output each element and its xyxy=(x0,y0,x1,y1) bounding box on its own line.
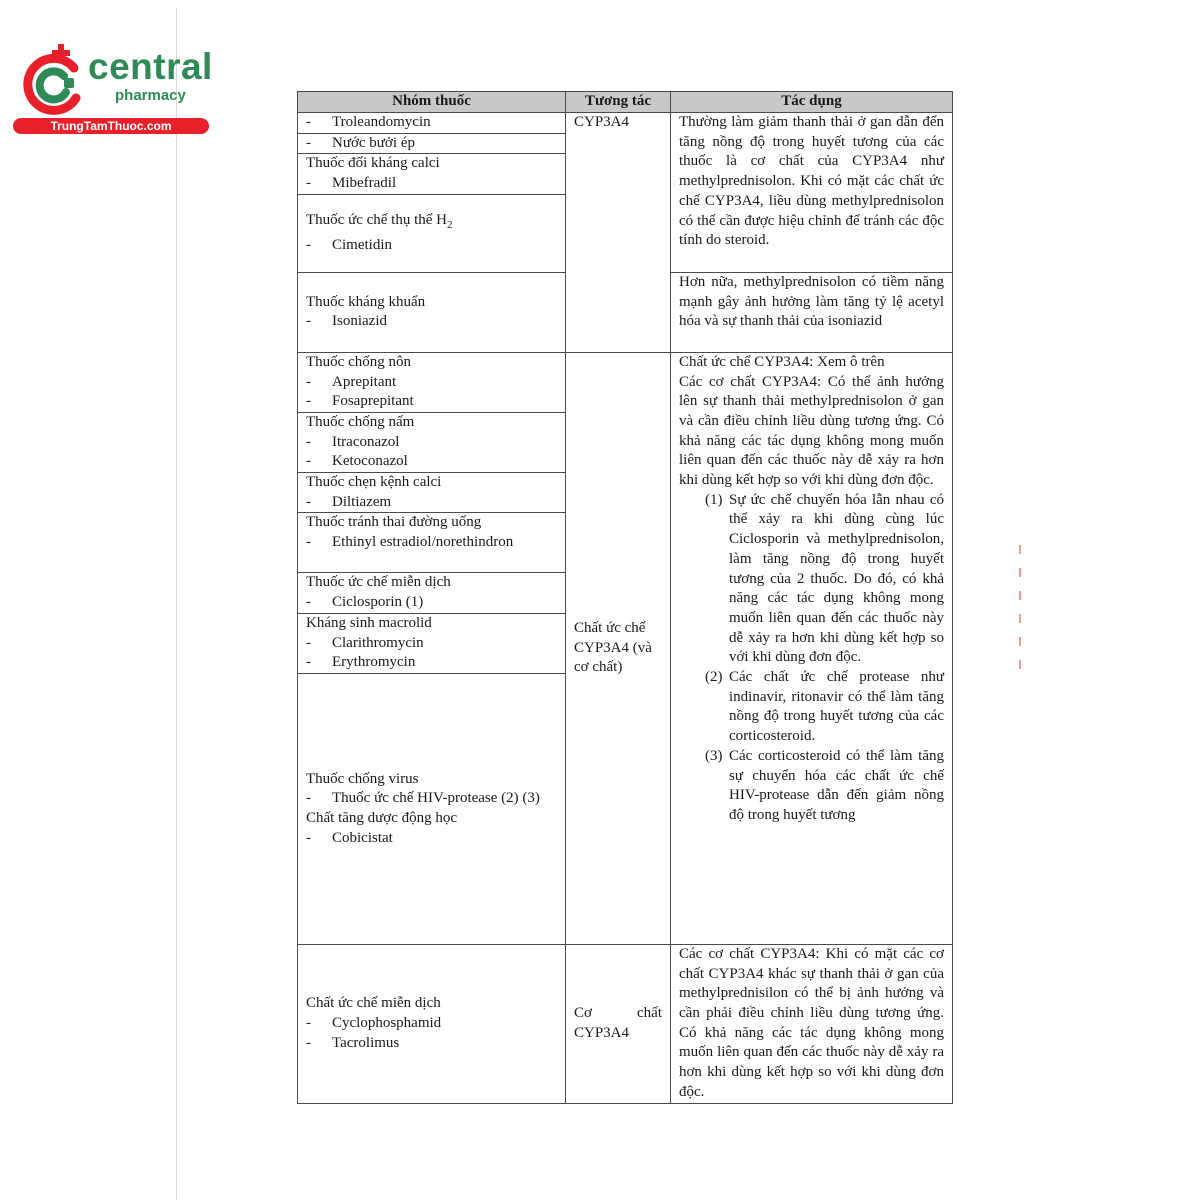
drug-clarithromycin: - Clarithromycin xyxy=(306,634,557,654)
interaction-cell: CYP3A4 xyxy=(566,113,671,353)
drug-ketoconazol: - Ketoconazol xyxy=(306,452,557,472)
drug-hiv-protease-inhibitor: - Thuốc ức chế HIV-protease (2) (3) xyxy=(306,789,557,809)
page-edge xyxy=(176,8,177,1200)
group-pk-enhancer: Chất tăng dược động học xyxy=(306,809,458,826)
group-calcium-channel-blocker: Thuốc chẹn kệnh calci xyxy=(306,474,442,491)
effect-cell: Thường làm giảm thanh thải ở gan dẫn đến tăng nồng độ trong huyết tương của các thuốc là cơ chất của CYP3A4 như methylprednisolon. Khi có mặt các chất ức chế CYP3A4, liều dùng methylprednisolon có thể cần được hiệu chỉnh để tránh các độc tính do steroid. xyxy=(671,113,953,273)
group-immunosuppressant: Thuốc ức chế miễn dịch xyxy=(306,574,451,591)
drug-cell xyxy=(298,573,566,613)
header-interaction: Tương tác xyxy=(566,92,671,113)
drug-fosaprepitant: - Fosaprepitant xyxy=(306,392,557,412)
drug-cell xyxy=(298,154,566,194)
brand-name: central xyxy=(88,46,213,87)
table-row xyxy=(298,113,953,134)
group-antifungal: Thuốc chống nấm xyxy=(306,413,415,430)
drug-cell xyxy=(298,473,566,513)
table-row xyxy=(298,944,953,1103)
drug-cell xyxy=(298,673,566,944)
group-oral-contraceptive: Thuốc tránh thai đường uống xyxy=(306,514,482,531)
drug-cell xyxy=(298,113,566,134)
group-antiemetic: Thuốc chống nôn xyxy=(306,353,411,370)
group-antiviral: Thuốc chống virus xyxy=(306,770,419,787)
group-h2: Thuốc ức chế thụ thể $H_2$ xyxy=(306,212,453,232)
drug-cell xyxy=(298,944,566,1103)
effect-paragraph: Các cơ chất CYP3A4: Có thể ảnh hưởng lên sự thanh thải methylprednisolon ở gan và cần điều chỉnh liều dùng tương ứng. Có khả năng các tác dụng không mong muốn liên quan đến các thuốc này dễ xảy ra hơn khi dùng kết hợp so với khi dùng đơn độc. xyxy=(679,373,944,489)
note-1: (1) Sự ức chế chuyển hóa lẫn nhau có thể xảy ra khi dùng cùng lúc Ciclosporin và methylprednisolon, làm tăng nồng độ trong huyết tương của 2 thuốc. Do đó, có khả năng các tác dụng không mong muốn liên quan đến các thuốc này dễ xảy ra hơn khi dùng kết hợp so với khi dùng đơn độc. xyxy=(705,491,944,666)
drug-cell xyxy=(298,272,566,352)
drug-cimetidin: - Cimetidin xyxy=(306,236,557,256)
note-2: (2) Các chất ức chế protease như indinavir, ritonavir có thể làm tăng nồng độ trong huyết tương của các corticosteroid. xyxy=(705,669,944,745)
effect-cell xyxy=(671,352,953,944)
drug-cell xyxy=(298,613,566,673)
header-drug-group: Nhóm thuốc xyxy=(298,92,566,113)
table-row xyxy=(298,352,953,412)
drug-tacrolimus: - Tacrolimus xyxy=(306,1034,557,1054)
drug-itraconazol: - Itraconazol xyxy=(306,433,557,453)
drug-erythromycin: - Erythromycin xyxy=(306,653,557,673)
note-3: (3) Các corticosteroid có thể làm tăng sự chuyển hóa các chất ức chế HIV-protease dẫn đến giảm nồng độ trong huyết tương xyxy=(705,747,944,823)
drug-isoniazid: - Isoniazid xyxy=(306,312,557,332)
drug-cell xyxy=(298,412,566,472)
drug-cell xyxy=(298,133,566,154)
drug-troleandomycin: - Troleandomycin xyxy=(306,113,557,133)
effect-line: Chất ức chế CYP3A4: Xem ô trên xyxy=(679,353,885,370)
group-calci: Thuốc đối kháng calci xyxy=(306,155,440,172)
drug-cobicistat: - Cobicistat xyxy=(306,829,557,849)
brand-sub: pharmacy xyxy=(115,87,186,104)
margin-marks xyxy=(1019,545,1025,683)
group-antibacterial: Thuốc kháng khuẩn xyxy=(306,293,426,310)
drug-cell xyxy=(298,513,566,573)
group-immunosuppressant-2: Chất ức chế miễn dịch xyxy=(306,995,441,1012)
drug-diltiazem: - Diltiazem xyxy=(306,493,557,513)
drug-mibefradil: - Mibefradil xyxy=(306,174,557,194)
drug-aprepitant: - Aprepitant xyxy=(306,373,557,393)
drug-cell xyxy=(298,194,566,272)
interaction-cell: Cơ chất CYP3A4 xyxy=(566,944,671,1103)
header-effect: Tác dụng xyxy=(671,92,953,113)
drug-ethinyl-estradiol: - Ethinyl estradiol/norethindron xyxy=(306,533,557,553)
effect-cell: Hơn nữa, methylprednisolon có tiềm năng mạnh gây ảnh hưởng làm tăng tỷ lệ acetyl hóa và sự thanh thải của isoniazid xyxy=(671,272,953,352)
drug-nuoc-buoi: - Nước bưởi ép xyxy=(306,134,557,154)
drug-interaction-table xyxy=(297,91,953,1104)
effect-cell: Các cơ chất CYP3A4: Khi có mặt các cơ chất CYP3A4 khác sự thanh thải ở gan của methylprednisilon có thể bị ảnh hưởng và cần phải điều chỉnh liều dùng tương ứng. Có khả năng các tác dụng không mong muốn liên quan đến các thuốc này dễ xảy ra hơn khi dùng kết hợp so với khi dùng đơn độc. xyxy=(671,944,953,1103)
table-header-row xyxy=(298,92,953,113)
drug-ciclosporin: - Ciclosporin (1) xyxy=(306,593,557,613)
drug-cyclophosphamid: - Cyclophosphamid xyxy=(306,1014,557,1034)
group-macrolide: Kháng sinh macrolid xyxy=(306,614,432,631)
brand-site-link[interactable]: TrungTamThuoc.com xyxy=(13,118,209,134)
interaction-cell: Chất ức chế CYP3A4 (và cơ chất) xyxy=(566,352,671,944)
drug-cell xyxy=(298,352,566,412)
